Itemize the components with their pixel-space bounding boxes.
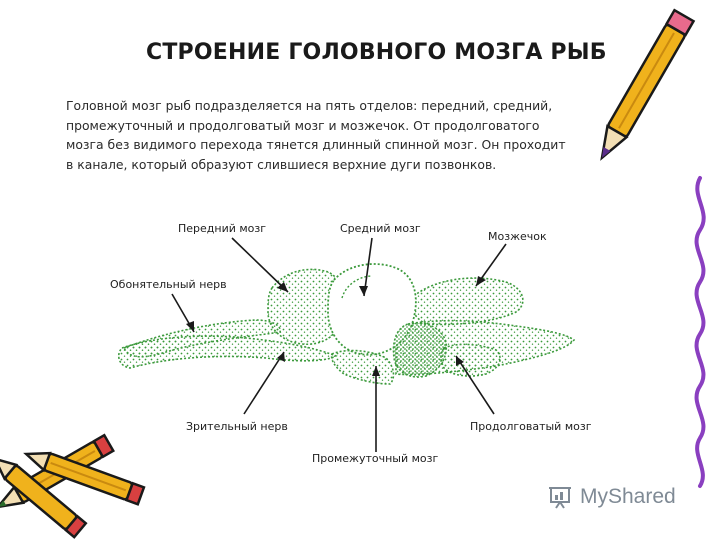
label-midbrain: Средний мозг (340, 222, 421, 235)
medulla-lobe-shape (441, 344, 500, 376)
label-diencephalon: Промежуточный мозг (312, 452, 439, 465)
fish-brain-diagram (96, 208, 636, 474)
edge-squiggle (697, 178, 704, 486)
branding-logo (548, 482, 698, 512)
body-line: Головной мозг рыб подразделяется на пять отделов: передний, средний, (66, 98, 553, 113)
label-forebrain: Передний мозг (178, 222, 267, 235)
fish-brain-illustration (96, 208, 636, 474)
body-line: мозга без видимого перехода тянется длинный спинной мозг. Он проходит (66, 137, 566, 152)
label-cerebellum: Мозжечок (488, 230, 547, 243)
cerebellum-shape (412, 278, 523, 324)
diencephalon-shape (332, 351, 394, 384)
body-line: промежуточный и продолговатый мозг и мозжечок. От продолговатого (66, 117, 540, 133)
body-text (66, 96, 666, 174)
brand-name: MyShared (580, 485, 676, 508)
label-medulla: Продолговатый мозг (470, 420, 592, 433)
presentation-board-icon (548, 485, 574, 509)
label-olfactory-nerve: Обонятельный нерв (110, 278, 227, 291)
page-title: СТРОЕНИЕ ГОЛОВНОГО МОЗГА РЫБ (146, 40, 607, 65)
label-optic-nerve: Зрительный нерв (186, 420, 288, 433)
body-line: в канале, который образуют слившиеся верхние дуги позвонков. (66, 156, 497, 172)
